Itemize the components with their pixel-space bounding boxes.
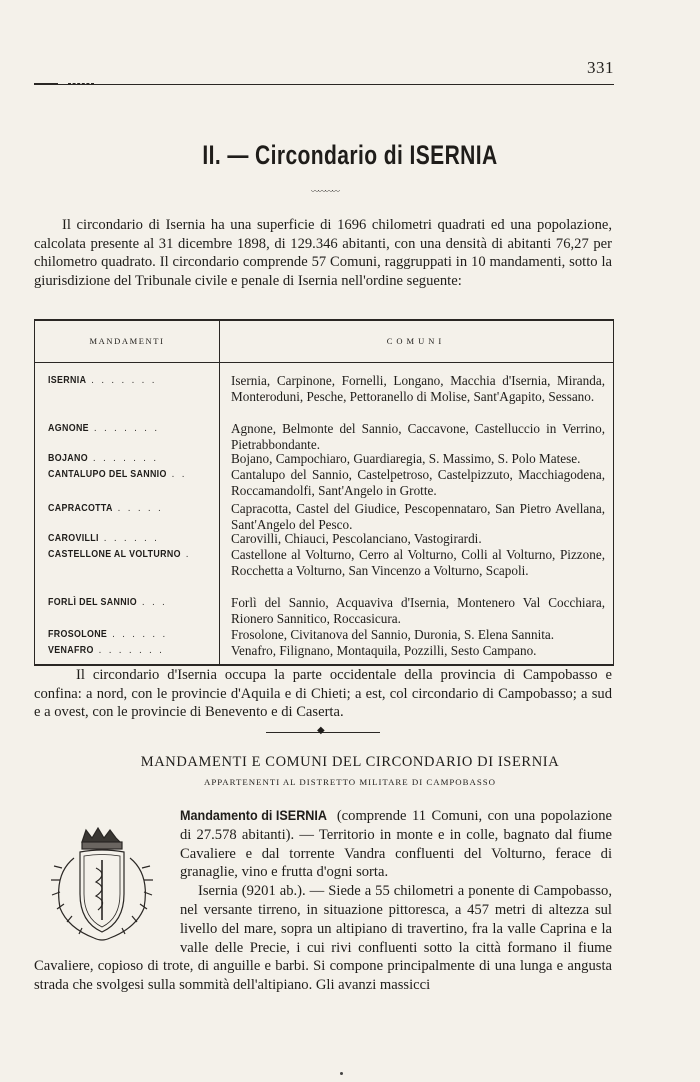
comuni-list: Forlì del Sannio, Acquaviva d'Isernia, Montenero Val Cocchiara, Rionero Sannitico, Roccasicura. xyxy=(231,595,605,626)
mandamento-name: BOJANO . . . . . . . xyxy=(48,453,159,464)
mandamento-name: FORLÌ DEL SANNIO . . . xyxy=(48,597,168,608)
header-mandamenti: MANDAMENTI xyxy=(89,336,165,346)
isernia-coat-of-arms-icon xyxy=(34,824,168,944)
mandamento-name: CAROVILLI . . . . . . xyxy=(48,533,160,544)
mandamento-name: VENAFRO . . . . . . . xyxy=(48,645,165,656)
comuni-list: Cantalupo del Sannio, Castelpetroso, Castelpizzuto, Macchiagodena, Roccamandolfi, Sant'Angelo in Grotte. xyxy=(231,467,605,498)
mandamento-name: FROSOLONE . . . . . . xyxy=(48,629,168,640)
comuni-list: Frosolone, Civitanova del Sannio, Duronia, S. Elena Sannita. xyxy=(231,627,555,642)
mandamento-description: (comprende 11 Comuni, con una popolazione di 27.578 abitanti). — Territorio in monte e in colle, bagnato dal fiume Cavaliere e dal torrente Vandra confluenti del Volturno, ferace di granaglie, vino e frutta d'ogni sorta. xyxy=(180,808,612,881)
header-divider xyxy=(35,362,613,363)
mandamento-name: AGNONE . . . . . . . xyxy=(48,423,160,434)
mandamenti-table xyxy=(34,319,614,666)
column-divider xyxy=(219,321,220,664)
header-comuni: COMUNI xyxy=(386,336,446,346)
comuni-list: Agnone, Belmonte del Sannio, Caccavone, Castelluccio in Verrino, Pietrabbondante. xyxy=(231,421,605,452)
mandamento-name: CAPRACOTTA . . . . . xyxy=(48,503,164,514)
title-ornament: 〰〰〰〰 xyxy=(311,187,339,196)
page-number: 331 xyxy=(587,58,614,77)
mandamento-name: CASTELLONE AL VOLTURNO . xyxy=(48,549,191,560)
isernia-description: Isernia (9201 ab.). — Siede a 55 chilometri a ponente di Campobasso, nel versante tirreno, in situazione pittoresca, a 457 metri di altezza sul livello del mare, sopra un altipiano di travertino, fra la valle Caprina e la valle delle Precie, i cui rivi confluenti sotto la città formano il fiume Cavaliere, copioso di trote, di anguille e barbi. Si compone principalmente di una lunga e angusta strada che svolgesi sulla sommità dell'altipiano. Gli avanzi massicci xyxy=(34,883,612,994)
comuni-list: Castellone al Volturno, Cerro al Volturno, Colli al Volturno, Pizzone, Rocchetta a Volturno, San Vincenzo a Volturno, Scapoli. xyxy=(231,547,605,578)
section-heading: MANDAMENTI E COMUNI DEL CIRCONDARIO DI ISERNIA xyxy=(140,754,560,770)
mandamento-name: CANTALUPO DEL SANNIO . . xyxy=(48,469,187,480)
header-rule xyxy=(34,84,614,85)
comuni-list: Isernia, Carpinone, Fornelli, Longano, Macchia d'Isernia, Miranda, Monteroduni, Pesche, Pettoranello di Molise, Sant'Agapito, Sessano. xyxy=(231,373,605,404)
comuni-list: Carovilli, Chiauci, Pescolanciano, Vastogirardi. xyxy=(231,531,482,546)
page-mark xyxy=(340,1072,343,1075)
comuni-list: Bojano, Campochiaro, Guardiaregia, S. Massimo, S. Polo Matese. xyxy=(231,451,581,466)
comuni-list: Capracotta, Castel del Giudice, Pescopennataro, San Pietro Avellana, Sant'Angelo del Pesco. xyxy=(231,501,605,532)
mandamento-name: ISERNIA . . . . . . . xyxy=(48,375,157,386)
section-subheading: APPARTENENTI AL DISTRETTO MILITARE DI CAMPOBASSO xyxy=(203,777,497,787)
divider-diamond-icon: ◆ xyxy=(317,725,325,736)
comuni-list: Venafro, Filignano, Montaquila, Pozzilli, Sesto Campano. xyxy=(231,643,537,658)
chapter-title: II. — Circondario di ISERNIA xyxy=(202,140,498,170)
mandamento-body xyxy=(34,806,612,995)
mandamento-lead: Mandamento di ISERNIA xyxy=(180,807,328,823)
intro-paragraph: Il circondario di Isernia ha una superficie di 1696 chilometri quadrati ed una popolazione, calcolata presente al 31 dicembre 1898, di 129.346 abitanti, con una densità di abitanti 76,27 per chilometro quadrato. Il circondario comprende 57 Comuni, raggruppati in 10 mandamenti, sotto la giurisdizione del Tribunale civile e penale di Isernia nell'ordine seguente: xyxy=(34,217,612,289)
closing-paragraph: Il circondario d'Isernia occupa la parte occidentale della provincia di Campobasso e confina: a nord, con le provincie d'Aquila e di Chieti; a est, col circondario di Campobasso; a sud e a ovest, con le provincie di Benevento e di Caserta. xyxy=(34,667,612,721)
